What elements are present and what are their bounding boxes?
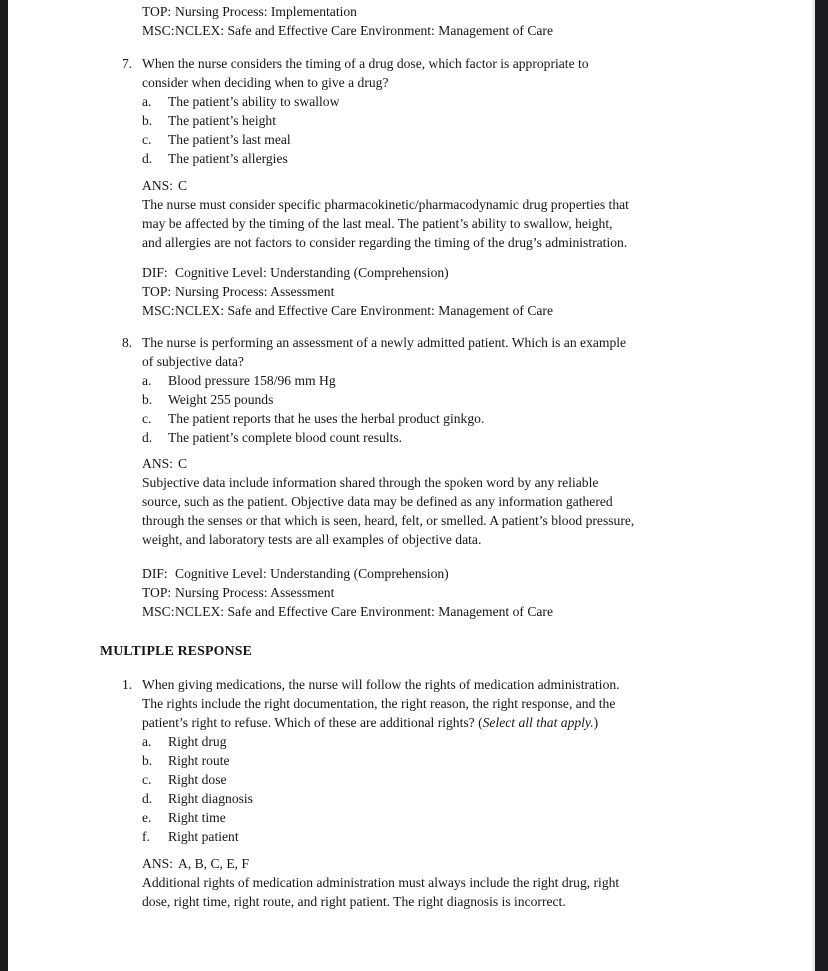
meta-value: Nursing Process: Implementation xyxy=(175,4,357,19)
option-text: The patient’s ability to swallow xyxy=(168,94,340,109)
option-text: Weight 255 pounds xyxy=(168,392,274,407)
multiple-response-section xyxy=(100,641,800,911)
meta-value: NCLEX: Safe and Effective Care Environment: Management of Care xyxy=(175,23,553,38)
question-number: 8. xyxy=(122,335,133,350)
meta-line xyxy=(100,2,800,21)
meta-line-dif xyxy=(100,564,800,583)
question-number: 7. xyxy=(122,56,133,71)
meta-line xyxy=(100,21,800,40)
rationale-line: dose, right time, right route, and right patient. The right diagnosis is incorrect. xyxy=(142,894,566,909)
meta-label: DIF: xyxy=(142,265,168,280)
option-letter: d. xyxy=(142,791,153,806)
header-meta-block xyxy=(100,2,800,40)
question-text-fragment: ) xyxy=(593,715,599,730)
question-text-line: The nurse is performing an assessment of a newly admitted patient. Which is an example xyxy=(142,335,627,350)
question-text xyxy=(142,54,742,92)
answer-line xyxy=(100,176,800,195)
option-text: The patient’s height xyxy=(168,113,276,128)
option-letter: a. xyxy=(142,734,152,749)
rationale-line: source, such as the patient. Objective data may be defined as any information gathered xyxy=(142,494,613,509)
answer-label: ANS: xyxy=(142,856,173,871)
answer-value: C xyxy=(178,456,188,471)
question-text-line: consider when deciding when to give a drug? xyxy=(142,75,389,90)
rationale-line: weight, and laboratory tests are all examples of objective data. xyxy=(142,532,482,547)
question-text-line: of subjective data? xyxy=(142,354,244,369)
rationale-line: and allergies are not factors to consider regarding the timing of the drug’s administration. xyxy=(142,235,628,250)
option-letter: c. xyxy=(142,772,152,787)
question-text xyxy=(142,333,742,371)
rationale xyxy=(100,195,742,252)
option-letter: c. xyxy=(142,411,152,426)
option-text: Right drug xyxy=(168,734,227,749)
meta-label: MSC: xyxy=(142,604,175,619)
mr-question-stem xyxy=(100,675,800,732)
option-text: The patient’s complete blood count results. xyxy=(168,430,403,445)
option-text: The patient’s last meal xyxy=(168,132,291,147)
document-page xyxy=(100,2,800,911)
question-meta-block xyxy=(100,263,800,320)
meta-line-top xyxy=(100,282,800,301)
meta-value: Nursing Process: Assessment xyxy=(175,585,335,600)
meta-line-msc xyxy=(100,602,800,621)
meta-label: MSC: xyxy=(142,303,175,318)
meta-label: TOP: xyxy=(142,4,172,19)
option-d xyxy=(100,149,800,168)
option-d xyxy=(100,428,800,447)
option-letter: b. xyxy=(142,392,153,407)
option-text: Right diagnosis xyxy=(168,791,253,806)
meta-label: TOP: xyxy=(142,284,172,299)
meta-line-msc xyxy=(100,301,800,320)
meta-value: NCLEX: Safe and Effective Care Environment: Management of Care xyxy=(175,604,553,619)
question-stem xyxy=(100,54,800,92)
question-text-line xyxy=(142,713,742,732)
option-letter: b. xyxy=(142,113,153,128)
meta-line-top xyxy=(100,583,800,602)
question-stem xyxy=(100,333,800,371)
option-text: Right dose xyxy=(168,772,227,787)
meta-value: Nursing Process: Assessment xyxy=(175,284,335,299)
answer-label: ANS: xyxy=(142,456,173,471)
option-a xyxy=(100,732,800,751)
question-number: 1. xyxy=(122,677,133,692)
meta-label: TOP: xyxy=(142,585,172,600)
option-text: Right route xyxy=(168,753,230,768)
meta-label: DIF: xyxy=(142,566,168,581)
option-text: Right patient xyxy=(168,829,239,844)
option-letter: c. xyxy=(142,132,152,147)
meta-value: NCLEX: Safe and Effective Care Environment: Management of Care xyxy=(175,303,553,318)
answer-line xyxy=(100,854,800,873)
option-b xyxy=(100,390,800,409)
option-letter: e. xyxy=(142,810,152,825)
option-text: Right time xyxy=(168,810,226,825)
rationale-line: through the senses or that which is seen, heard, felt, or smelled. A patient’s blood pressure, xyxy=(142,513,635,528)
option-c xyxy=(100,409,800,428)
meta-value: Cognitive Level: Understanding (Comprehension) xyxy=(175,566,449,581)
answer-line xyxy=(100,454,800,473)
question-text-line: The rights include the right documentation, the right reason, the right response, and the xyxy=(142,696,616,711)
question-text-line: When the nurse considers the timing of a drug dose, which factor is appropriate to xyxy=(142,56,589,71)
option-letter: a. xyxy=(142,373,152,388)
page-edge-left xyxy=(0,0,8,971)
option-f xyxy=(100,827,800,846)
option-d xyxy=(100,789,800,808)
option-text: The patient reports that he uses the herbal product ginkgo. xyxy=(168,411,485,426)
rationale-line: Subjective data include information shared through the spoken word by any reliable xyxy=(142,475,599,490)
option-letter: f. xyxy=(142,829,150,844)
question-7 xyxy=(100,54,800,320)
rationale xyxy=(100,473,742,549)
question-text xyxy=(142,675,742,732)
option-e xyxy=(100,808,800,827)
rationale-line: Additional rights of medication administration must always include the right drug, right xyxy=(142,875,620,890)
rationale-line: may be affected by the timing of the last meal. The patient’s ability to swallow, height, xyxy=(142,216,613,231)
question-text-line: When giving medications, the nurse will follow the rights of medication administration. xyxy=(142,677,620,692)
option-a xyxy=(100,92,800,111)
question-meta-block xyxy=(100,564,800,621)
option-letter: a. xyxy=(142,94,152,109)
answer-value: C xyxy=(178,178,188,193)
page-edge-right xyxy=(815,0,828,971)
option-c xyxy=(100,770,800,789)
section-heading: MULTIPLE RESPONSE xyxy=(100,643,253,658)
meta-value: Cognitive Level: Understanding (Comprehension) xyxy=(175,265,449,280)
rationale-line: The nurse must consider specific pharmacokinetic/pharmacodynamic drug properties that xyxy=(142,197,629,212)
option-c xyxy=(100,130,800,149)
option-letter: d. xyxy=(142,430,153,445)
question-text-italic: Select all that apply. xyxy=(482,715,594,730)
question-8 xyxy=(100,333,800,621)
option-letter: d. xyxy=(142,151,153,166)
meta-label: MSC: xyxy=(142,23,175,38)
answer-label: ANS: xyxy=(142,178,173,193)
option-text: Blood pressure 158/96 mm Hg xyxy=(168,373,336,388)
question-text-fragment: patient’s right to refuse. Which of these are additional rights? ( xyxy=(142,715,483,730)
option-text: The patient’s allergies xyxy=(168,151,288,166)
option-letter: b. xyxy=(142,753,153,768)
option-b xyxy=(100,111,800,130)
meta-line-dif xyxy=(100,263,800,282)
rationale xyxy=(100,873,742,911)
option-b xyxy=(100,751,800,770)
option-a xyxy=(100,371,800,390)
answer-value: A, B, C, E, F xyxy=(178,856,250,871)
